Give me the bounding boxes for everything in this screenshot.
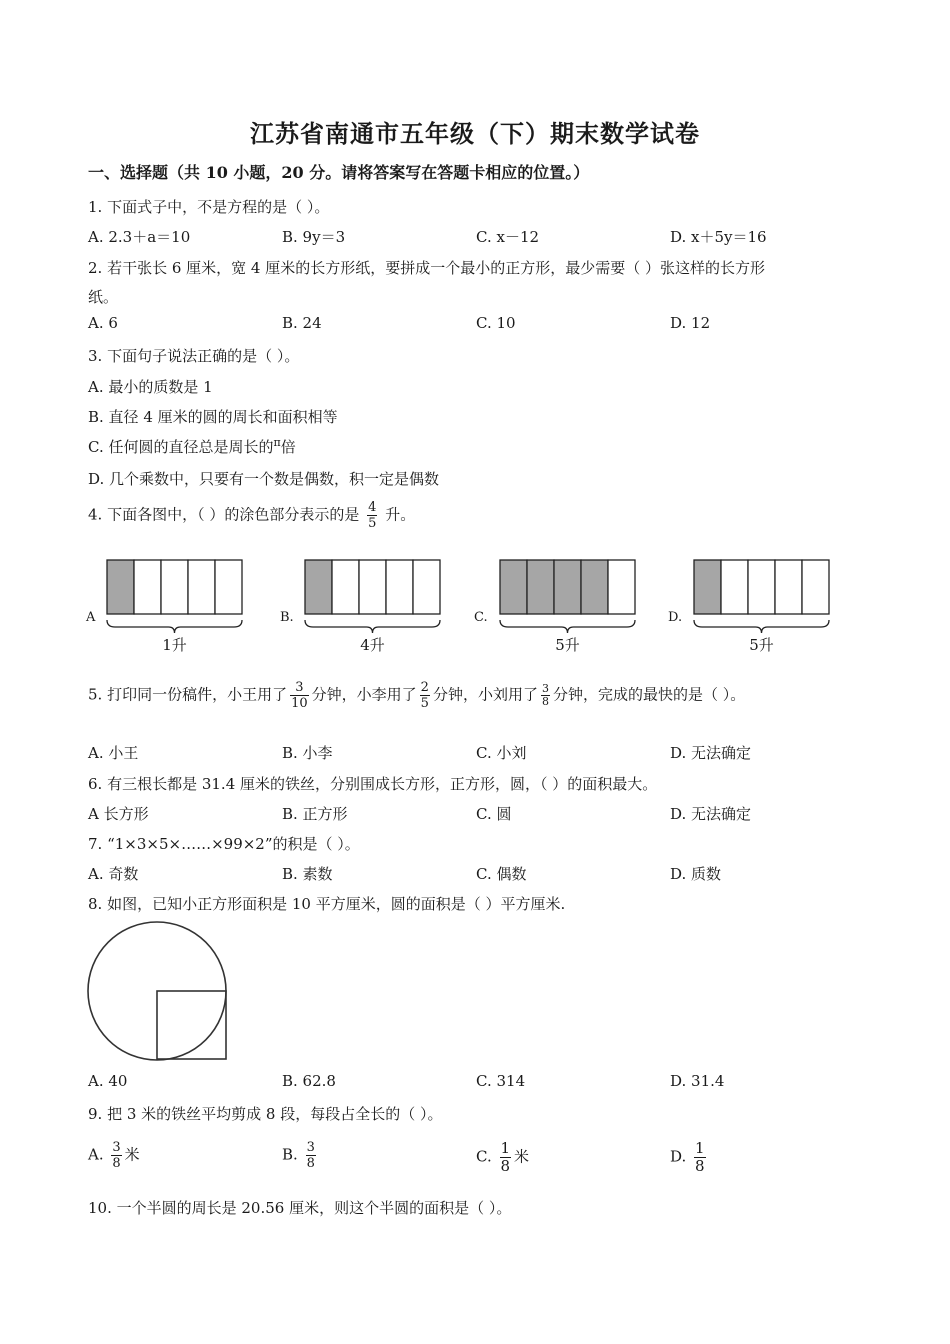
question-8-stem: 8. 如图，已知小正方形面积是 10 平方厘米，圆的面积是（ ）平方厘米. (88, 895, 566, 913)
empty-cell (161, 560, 188, 614)
question-2-option-c: C. 10 (476, 314, 516, 332)
question-9-option-a: A. $\frac{3}{8}$ 米 (88, 1140, 140, 1171)
question-10-stem: 10. 一个半圆的周长是 20.56 厘米，则这个半圆的面积是（ ）。 (88, 1199, 512, 1217)
question-9-stem: 9. 把 3 米的铁丝平均剪成 8 段，每段占全长的（ ）。 (88, 1105, 443, 1123)
fraction-3-8: $\frac{3}{8}$ (541, 682, 549, 708)
question-8-option-b: B. 62.8 (282, 1072, 336, 1090)
fraction-3-10: $\frac{3}{10}$ (291, 680, 308, 711)
shaded-cell (527, 560, 554, 614)
brace-shape (694, 620, 829, 633)
question-2-stem-line2: 纸。 (88, 288, 119, 306)
circle-square-figure (85, 918, 235, 1064)
question-1-stem: 1. 下面式子中，不是方程的是（ ）。 (88, 198, 330, 216)
question-7-option-a: A. 奇数 (88, 865, 139, 883)
question-4-stem-post: 升。 (385, 505, 416, 524)
question-2-option-b: B. 24 (282, 314, 322, 332)
question-9-option-c: C. $\frac{1}{8}$ 米 (476, 1139, 530, 1175)
small-square-shape (157, 991, 226, 1059)
question-5-part4: 分钟，完成的最快的是（ ）。 (552, 685, 746, 704)
figure-caption: 5升 (749, 636, 774, 654)
question-3-option-d: D. 几个乘数中，只要有一个数是偶数，积一定是偶数 (88, 470, 440, 488)
question-1-option-c: C. x－12 (476, 228, 540, 246)
empty-cell (802, 560, 829, 614)
question-6-stem: 6. 有三根长都是 31.4 厘米的铁丝，分别围成长方形，正方形，圆，（ ）的面积最大。 (88, 775, 658, 793)
question-1-option-a: A. 2.3＋a＝10 (88, 228, 191, 246)
figure-caption: 5升 (555, 636, 580, 654)
question-8-option-c: C. 314 (476, 1072, 526, 1090)
question-6-option-a: A 长方形 (88, 805, 149, 823)
question-5-option-d: D. 无法确定 (670, 744, 752, 762)
fraction-1-8: $\frac{1}{8}$ (500, 1139, 511, 1175)
question-7-option-c: C. 偶数 (476, 865, 527, 883)
shaded-cell (554, 560, 581, 614)
empty-cell (215, 560, 242, 614)
question-9-option-d: D. $\frac{1}{8}$ (670, 1139, 705, 1175)
question-5-part3: 分钟，小刘用了 (432, 685, 538, 704)
question-2-option-d: D. 12 (670, 314, 711, 332)
empty-cell (332, 560, 359, 614)
empty-cell (721, 560, 748, 614)
shaded-cell (581, 560, 608, 614)
question-3-option-c-text: C. 任何圆的直径总是周长的 (88, 438, 274, 456)
question-7-option-d: D. 质数 (670, 865, 722, 883)
empty-cell (359, 560, 386, 614)
fraction-1-8: $\frac{1}{8}$ (695, 1139, 705, 1175)
empty-cell (134, 560, 161, 614)
empty-cell (748, 560, 775, 614)
fraction-3-8: $\frac{3}{8}$ (112, 1140, 121, 1171)
fraction-3-8: $\frac{3}{8}$ (306, 1140, 315, 1171)
question-4-figures (0, 550, 950, 665)
question-2-option-a: A. 6 (88, 314, 118, 332)
question-2-stem-line1: 2. 若干张长 6 厘米，宽 4 厘米的长方形纸，要拼成一个最小的正方形，最少需要（ ）张这样的长方形 (88, 259, 766, 277)
shaded-cell (694, 560, 721, 614)
fraction-2-5: $\frac{2}{5}$ (420, 680, 429, 711)
shaded-cell (500, 560, 527, 614)
question-5-part1: 5. 打印同一份稿件，小王用了 (88, 685, 288, 704)
question-5-stem (88, 680, 745, 711)
empty-cell (775, 560, 802, 614)
figure-option-label: D. (668, 610, 683, 625)
brace-shape (500, 620, 635, 633)
empty-cell (608, 560, 635, 614)
question-7-stem: 7. “1×3×5×……×99×2”的积是（ ）。 (88, 835, 360, 853)
question-1-option-d: D. x＋5y＝16 (670, 228, 767, 246)
question-4-stem (88, 500, 415, 531)
figure-caption: 4升 (360, 636, 385, 654)
question-5-option-a: A. 小王 (88, 744, 139, 762)
shaded-cell (107, 560, 134, 614)
empty-cell (413, 560, 440, 614)
brace-shape (107, 620, 242, 633)
pi-symbol: π (273, 436, 281, 449)
figure-option-label: B. (280, 610, 294, 625)
fraction-four-fifths: $\frac{4}{5}$ (368, 500, 377, 531)
question-8-option-a: A. 40 (88, 1072, 128, 1090)
question-6-option-d: D. 无法确定 (670, 805, 752, 823)
question-1-option-b: B. 9y＝3 (282, 228, 346, 246)
question-3-option-b: B. 直径 4 厘米的圆的周长和面积相等 (88, 408, 338, 426)
figure-caption: 1升 (162, 636, 187, 654)
question-5-option-c: C. 小刘 (476, 744, 527, 762)
question-6-option-b: B. 正方形 (282, 805, 348, 823)
question-5-part2: 分钟，小李用了 (311, 685, 417, 704)
empty-cell (386, 560, 413, 614)
question-5-option-b: B. 小李 (282, 744, 333, 762)
empty-cell (188, 560, 215, 614)
question-7-option-b: B. 素数 (282, 865, 333, 883)
question-3-stem: 3. 下面句子说法正确的是（ ）。 (88, 347, 300, 365)
shaded-cell (305, 560, 332, 614)
question-4-stem-pre: 4. 下面各图中，（ ）的涂色部分表示的是 (88, 505, 360, 524)
question-6-option-c: C. 圆 (476, 805, 512, 823)
question-3-option-c (88, 436, 296, 457)
question-3-option-c-suffix: 倍 (280, 438, 296, 456)
question-8-option-d: D. 31.4 (670, 1072, 725, 1090)
brace-shape (305, 620, 440, 633)
section-heading: 一、选择题（共 10 小题，20 分。请将答案写在答题卡相应的位置。） (88, 163, 590, 182)
figure-option-label: C. (474, 610, 488, 625)
page-title: 江苏省南通市五年级（下）期末数学试卷 (250, 119, 700, 148)
question-9-option-b: B. $\frac{3}{8}$ (282, 1140, 315, 1171)
question-3-option-a: A. 最小的质数是 1 (88, 378, 213, 396)
figure-option-label: A (86, 610, 96, 625)
